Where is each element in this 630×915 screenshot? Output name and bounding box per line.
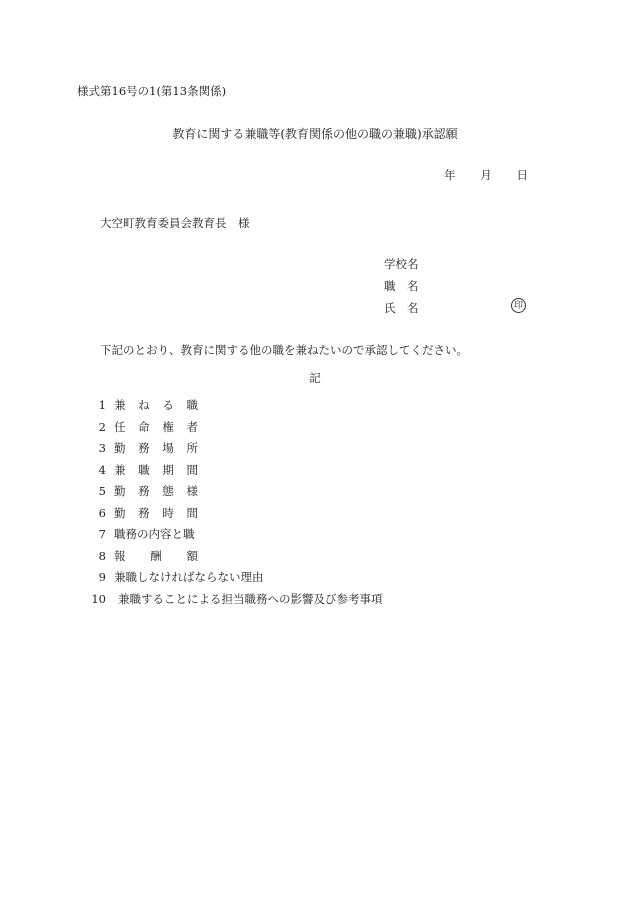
item-number: 4 (98, 462, 106, 477)
item-char: 所 (186, 441, 198, 455)
item-number: 3 (98, 441, 106, 455)
item-char: 兼 (114, 398, 126, 412)
item-char: 期 (162, 462, 174, 477)
item-char: 職 (186, 398, 198, 412)
item-char: 間 (186, 462, 198, 477)
item-char: 態 (162, 484, 174, 498)
list-item (86, 506, 383, 528)
item-char: 酬 (150, 548, 162, 563)
item-char: 職 (138, 462, 150, 477)
form-number: 様式第16号の1(第13条関係) (77, 84, 227, 98)
item-label (114, 549, 198, 563)
ki-heading: 記 (309, 371, 321, 385)
item-char: 様 (186, 484, 198, 498)
item-number: 7 (98, 527, 106, 541)
item-char: 額 (186, 548, 198, 563)
item-char: 勤 (114, 441, 126, 455)
item-char: ね (138, 398, 150, 412)
item-label (114, 484, 198, 498)
list-item (86, 441, 383, 463)
school-name-label: 学校名 (384, 257, 419, 271)
name-label: 氏 名 (384, 301, 419, 315)
item-number: 6 (98, 505, 106, 520)
date-day: 日 (516, 168, 528, 182)
date-line (444, 168, 528, 182)
item-char: 務 (138, 484, 150, 498)
item-char: る (162, 398, 174, 412)
list-item (86, 420, 383, 442)
item-char: 命 (138, 419, 150, 434)
item-char: 権 (162, 419, 174, 434)
list-item (86, 570, 383, 592)
item-char: 時 (162, 505, 174, 520)
item-label (114, 463, 198, 477)
item-char: 勤 (114, 505, 126, 520)
date-year: 年 (444, 168, 456, 182)
date-month: 月 (480, 168, 492, 182)
item-number: 5 (98, 484, 106, 498)
item-label (114, 420, 198, 434)
item-char: 報 (114, 548, 126, 563)
item-label (114, 398, 198, 412)
item-label: 兼職することによる担当職務への影響及び参考事項 (118, 591, 383, 606)
item-label (114, 506, 198, 520)
document-title: 教育に関する兼職等(教育関係の他の職の兼職)承認願 (172, 127, 458, 141)
list-item (86, 463, 383, 485)
item-char: 務 (138, 505, 150, 520)
item-char: 任 (114, 419, 126, 434)
item-label (114, 441, 198, 455)
item-label: 兼職しなければならない理由 (114, 570, 264, 584)
item-char: 兼 (114, 462, 126, 477)
item-number: 1 (98, 398, 106, 412)
item-number: 10 (91, 591, 106, 606)
applicant-info (384, 257, 419, 323)
item-number: 9 (98, 570, 106, 584)
addressee: 大空町教育委員会教育長 様 (100, 216, 250, 230)
item-char: 者 (186, 419, 198, 434)
item-char: 場 (162, 441, 174, 455)
list-item (86, 549, 383, 571)
item-char: 勤 (114, 484, 126, 498)
list-item (86, 484, 383, 506)
item-char: 間 (186, 505, 198, 520)
item-char: 務 (138, 441, 150, 455)
position-label: 職 名 (384, 279, 419, 293)
item-number: 2 (98, 419, 106, 434)
list-item (86, 592, 383, 614)
item-number: 8 (98, 548, 106, 563)
items-list (86, 398, 383, 613)
item-label: 職務の内容と職 (114, 527, 195, 541)
list-item (86, 398, 383, 420)
seal-mark: 印 (511, 298, 526, 313)
request-text: 下記のとおり、教育に関する他の職を兼ねたいので承認してください。 (100, 343, 468, 357)
list-item (86, 527, 383, 549)
